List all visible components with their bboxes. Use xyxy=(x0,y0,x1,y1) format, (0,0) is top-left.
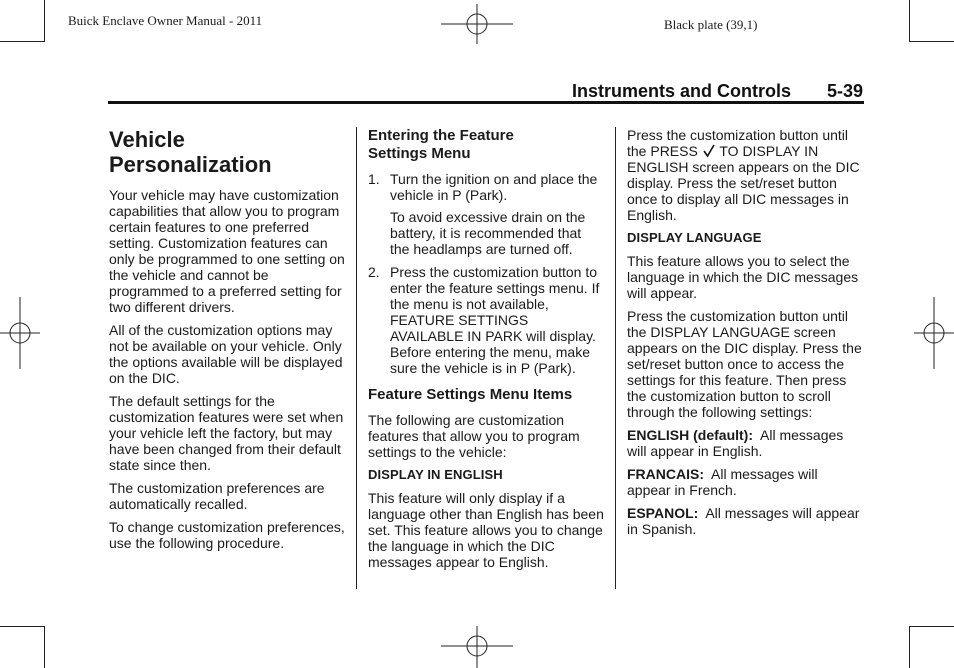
paragraph: This feature will only display if a language other than English has been set. This feature allows you to change the language in which the DIC messages appear to English. xyxy=(368,490,604,570)
heading-entering-menu xyxy=(368,127,604,163)
list-item xyxy=(368,171,604,203)
option-text: All messages will appear in English. xyxy=(627,427,844,459)
step-number: 2. xyxy=(368,264,380,280)
heading-line: Entering the Feature xyxy=(368,127,514,144)
option-english xyxy=(627,427,863,459)
step-number: 1. xyxy=(368,171,380,187)
paragraph: Press the customization button until the DISPLAY LANGUAGE screen appears on the DIC display. Press the set/reset button once to access the settings for this feature. Then press the customization button to scroll through the following settings: xyxy=(627,308,862,420)
steps-list xyxy=(368,171,604,203)
checkmark-icon xyxy=(702,144,716,158)
paragraph: Your vehicle may have customization capabilities that allow you to program certain features to one preferred setting. Customization features can only be programmed to one setting on the vehicle and cannot be programmed to a preferred setting for two different drivers. xyxy=(109,187,345,315)
heading-menu-items: Feature Settings Menu Items xyxy=(368,386,573,403)
option-espanol xyxy=(627,505,863,537)
paragraph: To change customization preferences, use the following procedure. xyxy=(109,519,345,551)
text-line: TO DISPLAY IN ENGLISH screen appears on the DIC display. Press the set/reset button once to display all DIC messages in English. xyxy=(627,143,860,223)
crop-mark xyxy=(909,41,954,42)
list-item xyxy=(368,264,604,376)
column-middle xyxy=(368,127,604,577)
option-francais xyxy=(627,466,863,498)
subheading-display-english: DISPLAY IN ENGLISH xyxy=(368,467,503,482)
paragraph: This feature allows you to select the language in which the DIC messages will appear. xyxy=(627,253,859,301)
manual-title: Buick Enclave Owner Manual - 2011 xyxy=(68,13,263,28)
option-label: ESPANOL: xyxy=(627,505,699,521)
registration-mark-icon xyxy=(441,4,513,44)
subheading-display-language: DISPLAY LANGUAGE xyxy=(627,230,762,245)
crop-mark xyxy=(909,0,910,42)
plate-label: Black plate (39,1) xyxy=(664,17,758,32)
section-title: Instruments and Controls xyxy=(572,81,792,101)
text-line: the PRESS xyxy=(627,143,698,159)
option-text: All messages will appear in French. xyxy=(627,466,818,498)
page-title-line2: Personalization xyxy=(109,152,272,177)
registration-mark-icon xyxy=(441,626,513,668)
step-text: Press the customization button to enter the feature settings menu. If the menu is not available, FEATURE SETTINGS AVAILABLE IN PARK will display. Before entering the menu, make sure the vehicle is in P (Park). xyxy=(390,264,600,376)
crop-mark xyxy=(44,626,45,668)
column-right xyxy=(627,127,863,544)
page-title-line1: Vehicle xyxy=(109,127,185,152)
option-text: All messages will appear in Spanish. xyxy=(627,505,860,537)
paragraph: The customization preferences are automatically recalled. xyxy=(109,480,325,512)
option-label: FRANCAIS: xyxy=(627,466,704,482)
paragraph xyxy=(627,127,863,223)
paragraph: The following are customization features that allow you to program settings to the vehicle: xyxy=(368,412,580,460)
option-label: ENGLISH (default): xyxy=(627,427,753,443)
paragraph: The default settings for the customization features were set when your vehicle left the factory, but may have been changed from their default state since then. xyxy=(109,393,344,473)
column-divider xyxy=(615,127,616,589)
page-title xyxy=(109,127,347,177)
registration-mark-icon xyxy=(914,297,954,369)
heading-line: Settings Menu xyxy=(368,145,471,162)
column-divider xyxy=(356,127,357,589)
text-line: Press the customization button until xyxy=(627,127,849,143)
registration-mark-icon xyxy=(0,297,40,369)
header-rule xyxy=(108,101,864,104)
page-number: 5-39 xyxy=(827,81,864,101)
crop-mark xyxy=(909,626,954,627)
crop-mark xyxy=(0,41,45,42)
paragraph: All of the customization options may not be available on your vehicle. Only the options available will be displayed on the DIC. xyxy=(109,322,343,386)
column-left xyxy=(109,127,347,558)
steps-list xyxy=(368,264,604,376)
crop-mark xyxy=(0,626,45,627)
step-text: Turn the ignition on and place the vehicle in P (Park). xyxy=(390,171,598,203)
crop-mark xyxy=(909,626,910,668)
step-note: To avoid excessive drain on the battery, it is recommended that the headlamps are turned off. xyxy=(390,209,586,257)
crop-mark xyxy=(44,0,45,42)
